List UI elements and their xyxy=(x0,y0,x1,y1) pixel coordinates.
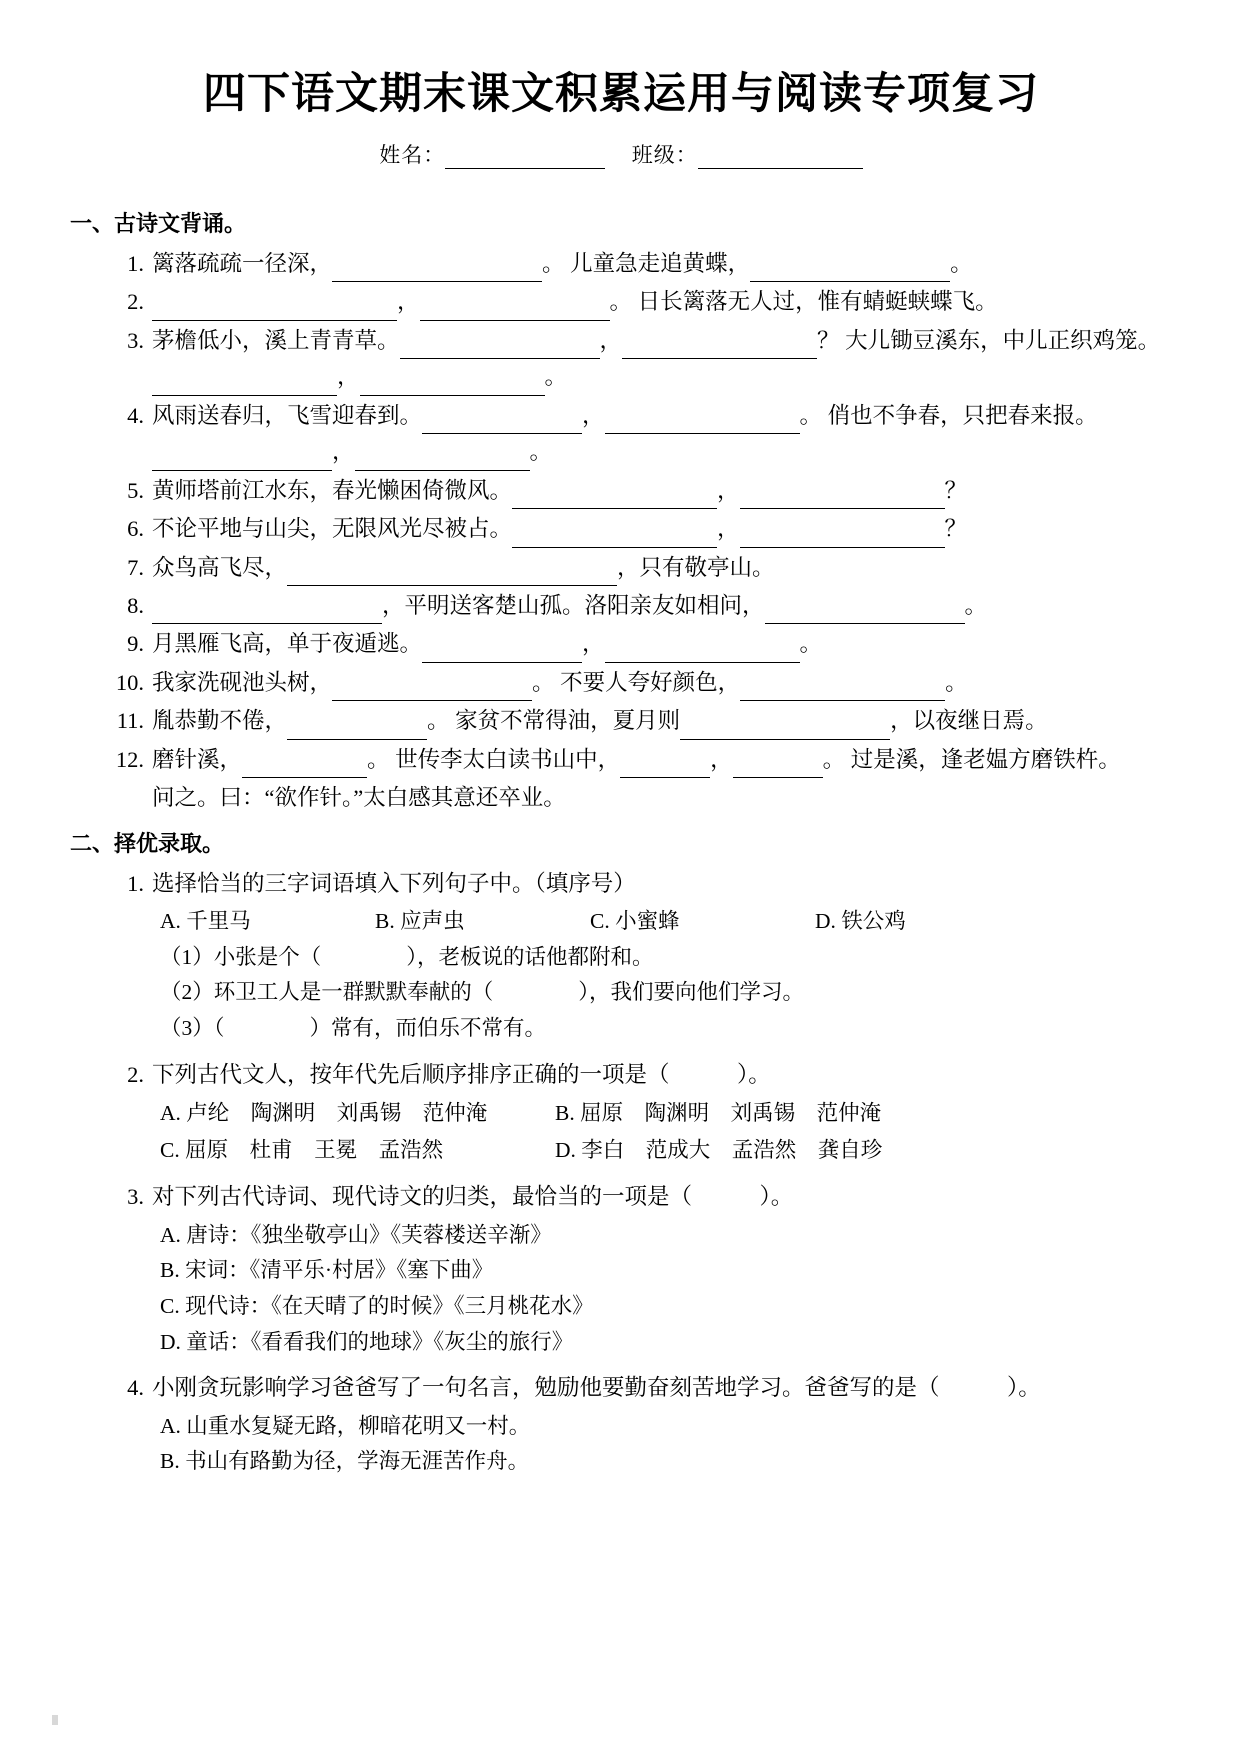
question-list xyxy=(108,866,1172,1481)
list-item xyxy=(108,1179,1172,1215)
sub-question-post: ）常有，而伯乐不常有。 xyxy=(309,1016,547,1041)
sub-question-pre: （2）环卫工人是一群默默奉献的（ xyxy=(160,980,494,1005)
page-corner-mark xyxy=(52,1715,58,1725)
page-title: 四下语文期末课文积累运用与阅读专项复习 xyxy=(203,69,1039,119)
poem-list xyxy=(108,246,1172,817)
list-item xyxy=(108,511,1172,547)
item-part: 。 xyxy=(945,669,968,695)
item-text xyxy=(152,323,1172,396)
item-text xyxy=(152,703,1172,739)
item-part: 月黑雁飞高，单于夜遁逃。 xyxy=(152,631,423,657)
item-number xyxy=(108,780,152,816)
item-part: 问之。曰：“欲作针。”太白感其意还卒业。 xyxy=(152,785,566,811)
item-number: 12. xyxy=(115,746,144,772)
item-part: 。 xyxy=(544,364,568,390)
option-row xyxy=(160,1132,1172,1169)
fill-blank[interactable] xyxy=(740,524,945,548)
question-stem: 下列古代文人，按年代先后顺序排序正确的一项是（ ）。 xyxy=(152,1061,771,1087)
option-b[interactable]: B. 书山有路勤为径，学海无涯苦作舟。 xyxy=(160,1449,530,1474)
item-number: 1. xyxy=(127,251,144,276)
item-number: 5. xyxy=(127,477,144,503)
fill-blank[interactable] xyxy=(422,639,582,663)
item-text xyxy=(152,473,1172,509)
fill-blank[interactable] xyxy=(287,562,617,586)
list-item xyxy=(108,398,1172,471)
fill-blank[interactable] xyxy=(152,601,382,625)
answer-slot[interactable] xyxy=(493,990,578,1012)
question-stem: 选择恰当的三字词语填入下列句子中。（填序号） xyxy=(152,870,636,896)
student-info-row xyxy=(70,139,1172,169)
item-text xyxy=(152,511,1172,547)
item-part: 。 xyxy=(950,251,973,276)
option-row xyxy=(160,904,1172,940)
item-part: ，只有敬亭山。 xyxy=(617,554,775,580)
item-part: ， xyxy=(332,439,355,465)
fill-blank[interactable] xyxy=(422,411,582,435)
list-item xyxy=(108,1057,1172,1093)
item-part: 不论平地与山尖，无限风光尽被占。 xyxy=(152,516,513,542)
question-stem: 小刚贪玩影响学习爸爸写了一句名言，勉励他要勤奋刻苦地学习。爸爸写的是（ ）。 xyxy=(152,1375,1041,1401)
item-number: 9. xyxy=(127,631,144,657)
fill-blank[interactable] xyxy=(680,716,890,740)
option-row xyxy=(160,1095,1172,1132)
list-item xyxy=(108,866,1172,902)
fill-blank[interactable] xyxy=(332,678,532,702)
section-heading-2: 二、择优录取。 xyxy=(70,831,225,857)
item-part: ， xyxy=(599,327,623,353)
item-part: 磨针溪， xyxy=(152,746,243,772)
item-part: 。 世传李太白读书山中， xyxy=(367,746,621,772)
class-blank[interactable] xyxy=(698,147,863,169)
list-item xyxy=(108,703,1172,739)
list-item xyxy=(108,473,1172,509)
item-text xyxy=(152,284,1172,320)
list-item xyxy=(108,1370,1172,1406)
fill-blank[interactable] xyxy=(152,447,332,471)
fill-blank[interactable] xyxy=(750,259,950,283)
sub-question-pre: （3）（ xyxy=(160,1016,225,1041)
list-item xyxy=(108,665,1172,701)
item-number: 2. xyxy=(127,1061,144,1087)
option-c[interactable]: C. 屈原 杜甫 王冕 孟浩然 xyxy=(160,1138,444,1163)
item-text xyxy=(152,665,1172,701)
item-part: 众鸟高飞尽， xyxy=(152,554,288,580)
item-text xyxy=(152,550,1172,586)
item-part: ，以夜继日焉。 xyxy=(890,708,1048,734)
fill-blank[interactable] xyxy=(740,678,945,702)
option-d[interactable]: D. 童话：《看看我们的地球》《灰尘的旅行》 xyxy=(160,1329,574,1354)
item-part: 。 儿童急走追黄蝶， xyxy=(542,251,751,276)
item-part: ， xyxy=(337,364,360,390)
fill-blank[interactable] xyxy=(733,755,823,779)
fill-blank[interactable] xyxy=(765,601,965,625)
item-number: 6. xyxy=(127,516,144,542)
item-part: 。 xyxy=(799,631,823,657)
sub-question-pre: （1）小张是个（ xyxy=(160,944,322,969)
item-part: 茅檐低小，溪上青青草。 xyxy=(152,327,400,353)
option-d[interactable]: D. 铁公鸡 xyxy=(815,909,906,933)
item-part: 。 不要人夸好颜色， xyxy=(532,669,741,695)
fill-blank[interactable] xyxy=(740,486,945,510)
list-item xyxy=(108,742,1172,778)
option-b[interactable]: B. 应声虫 xyxy=(375,909,465,933)
fill-blank[interactable] xyxy=(355,447,530,471)
item-part: ， xyxy=(582,402,605,428)
item-number: 3. xyxy=(127,1184,144,1210)
list-item-continuation xyxy=(108,780,1172,816)
item-part: 黄师塔前江水东，春光懒困倚微风。 xyxy=(152,477,513,503)
option-a[interactable]: A. 千里马 xyxy=(160,909,251,933)
answer-slot[interactable] xyxy=(225,1025,310,1047)
fill-blank[interactable] xyxy=(605,411,800,435)
option-b[interactable]: B. 宋词：《清平乐·村居》《塞下曲》 xyxy=(160,1258,494,1283)
item-text xyxy=(152,246,1172,282)
fill-blank[interactable] xyxy=(620,755,710,779)
section-heading-1: 一、古诗文背诵。 xyxy=(70,212,247,237)
item-part: ， xyxy=(397,289,420,315)
fill-blank[interactable] xyxy=(622,336,817,360)
list-item xyxy=(108,246,1172,282)
item-number: 2. xyxy=(127,289,144,315)
item-number: 11. xyxy=(116,708,144,734)
item-part: 。 xyxy=(964,592,988,618)
item-part: 风雨送春归，飞雪迎春到。 xyxy=(152,402,423,428)
item-part: ， xyxy=(710,746,733,772)
item-text xyxy=(152,626,1172,662)
class-label: 班级： xyxy=(631,143,698,167)
option-a[interactable]: A. 卢纶 陶渊明 刘禹锡 范仲淹 xyxy=(160,1101,488,1126)
list-item xyxy=(108,588,1172,624)
sub-question-1 xyxy=(160,940,1172,976)
option-c[interactable]: C. 小蜜蜂 xyxy=(590,909,680,933)
item-part: ？ xyxy=(944,477,968,503)
sub-question-post: ），我们要向他们学习。 xyxy=(578,980,805,1005)
fill-blank[interactable] xyxy=(512,524,717,548)
fill-blank[interactable] xyxy=(152,372,337,396)
item-part: 。 日长篱落无人过，惟有蜻蜓蛱蝶飞。 xyxy=(609,289,998,315)
item-text xyxy=(152,588,1172,624)
option-a[interactable]: A. 山重水复疑无路，柳暗花明又一村。 xyxy=(160,1413,531,1438)
sub-question-post: ），老板说的话他都附和。 xyxy=(406,944,654,969)
list-item xyxy=(108,626,1172,662)
option-d[interactable]: D. 李白 范成大 孟浩然 龚自珍 xyxy=(555,1138,883,1163)
option-a[interactable]: A. 唐诗：《独坐敬亭山》《芙蓉楼送辛渐》 xyxy=(160,1222,552,1247)
item-part: ？ 大儿锄豆溪东，中儿正织鸡笼。 xyxy=(817,327,1161,353)
fill-blank[interactable] xyxy=(287,716,427,740)
item-part: ， xyxy=(582,631,605,657)
fill-blank[interactable] xyxy=(420,297,610,321)
item-part: ， xyxy=(717,477,740,503)
item-part: ， xyxy=(717,516,740,542)
item-part: 胤恭勤不倦， xyxy=(152,708,288,734)
fill-blank[interactable] xyxy=(512,486,717,510)
name-blank[interactable] xyxy=(445,147,605,169)
item-part: 我家洗砚池头树， xyxy=(152,669,333,695)
sub-question-2 xyxy=(160,975,1172,1011)
item-part: 。 过是溪，逢老媪方磨铁杵。 xyxy=(822,746,1121,772)
item-text xyxy=(152,398,1172,471)
item-number: 10. xyxy=(115,669,144,695)
fill-blank[interactable] xyxy=(360,372,545,396)
item-part: 。 俏也不争春，只把春来报。 xyxy=(799,402,1098,428)
option-c[interactable]: C. 现代诗：《在天晴了的时候》《三月桃花水》 xyxy=(160,1293,594,1318)
fill-blank[interactable] xyxy=(152,297,397,321)
item-part: 。 家贫不常得油，夏月则 xyxy=(427,708,681,734)
fill-blank[interactable] xyxy=(605,639,800,663)
item-part: 篱落疏疏一径深， xyxy=(152,251,333,276)
item-number: 1. xyxy=(127,870,144,896)
answer-slot[interactable] xyxy=(321,954,406,976)
item-part: ，平明送客楚山孤。洛阳亲友如相问， xyxy=(382,592,765,618)
list-item xyxy=(108,550,1172,586)
fill-blank[interactable] xyxy=(400,336,600,360)
item-number: 7. xyxy=(127,554,144,580)
item-part: 。 xyxy=(529,439,553,465)
name-label: 姓名： xyxy=(379,143,446,167)
option-b[interactable]: B. 屈原 陶渊明 刘禹锡 范仲淹 xyxy=(555,1101,882,1126)
item-number: 8. xyxy=(127,592,144,618)
sub-question-3 xyxy=(160,1011,1172,1047)
list-item xyxy=(108,284,1172,320)
question-stem: 对下列古代诗词、现代诗文的归类，最恰当的一项是（ ）。 xyxy=(152,1184,794,1210)
item-number: 4. xyxy=(127,402,144,428)
item-text xyxy=(152,742,1172,778)
list-item xyxy=(108,323,1172,396)
item-number: 3. xyxy=(127,327,144,353)
fill-blank[interactable] xyxy=(242,755,367,779)
item-number: 4. xyxy=(127,1375,144,1401)
fill-blank[interactable] xyxy=(332,259,542,283)
item-part: ？ xyxy=(944,516,968,542)
